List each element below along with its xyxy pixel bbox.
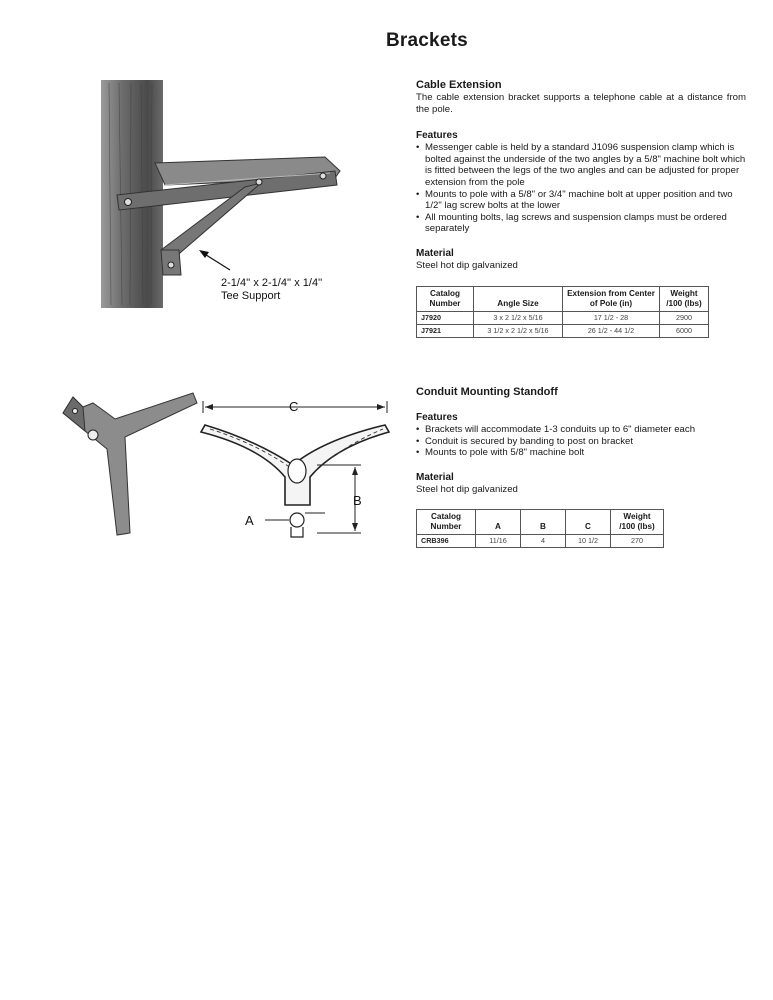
dimension-a-label: A	[245, 513, 254, 528]
table-cell: 17 1/2 - 28	[563, 311, 660, 324]
conduit-standoff-section	[416, 386, 746, 548]
table-cell: J7920	[417, 311, 474, 324]
conduit-standoff-heading: Conduit Mounting Standoff	[416, 386, 558, 398]
table-cell: 26 1/2 - 44 1/2	[563, 324, 660, 337]
cable-extension-heading: Cable Extension	[416, 79, 502, 91]
list-item: • Conduit is secured by banding to post on bracket	[416, 436, 746, 448]
table-header-row	[417, 510, 664, 535]
features-heading: Features	[416, 412, 458, 423]
page-title: Brackets	[386, 30, 468, 51]
cable-extension-spec-table	[416, 286, 709, 338]
conduit-standoff-illustration	[55, 385, 395, 550]
features-list	[416, 424, 746, 459]
conduit-standoff-spec-table	[416, 509, 664, 548]
table-cell: J7921	[417, 324, 474, 337]
table-cell: 2900	[660, 311, 709, 324]
cable-extension-description: The cable extension bracket supports a telephone cable at a distance from the pole.	[416, 92, 746, 115]
material-text: Steel hot dip galvanized	[416, 259, 518, 271]
figure-callout-label: Tee Support	[221, 290, 281, 302]
column-header: Weight /100 (lbs)	[611, 510, 664, 535]
table-cell: 6000	[660, 324, 709, 337]
table-cell: 270	[611, 535, 664, 548]
column-header: Catalog Number	[417, 510, 476, 535]
column-header: B	[521, 510, 566, 535]
dimension-c-label: C	[289, 399, 299, 414]
cable-extension-bracket-illustration	[95, 75, 375, 315]
material-text: Steel hot dip galvanized	[416, 483, 518, 495]
list-item: • Mounts to pole with a 5/8" or 3/4" machine bolt at upper position and two 1/2" lag screw bolts at the lower	[416, 189, 746, 212]
list-item: • Brackets will accommodate 1-3 conduits up to 6" diameter each	[416, 424, 746, 436]
features-heading: Features	[416, 130, 458, 142]
table-cell: 3 1/2 x 2 1/2 x 5/16	[474, 324, 563, 337]
list-item: • Messenger cable is held by a standard J1096 suspension clamp which is bolted against the underside of the two angles by a 5/8" machine bolt which is fitted between the legs of the two angles and can be adjusted for proper extension from the pole	[416, 142, 746, 188]
table-cell: 10 1/2	[566, 535, 611, 548]
column-header: C	[566, 510, 611, 535]
table-row	[417, 311, 709, 324]
table-row	[417, 324, 709, 337]
figure-callout-size: 2-1/4'' x 2-1/4'' x 1/4''	[221, 277, 323, 289]
table-cell: 4	[521, 535, 566, 548]
table-row	[417, 535, 664, 548]
table-header-row	[417, 286, 709, 311]
table-cell: 3 x 2 1/2 x 5/16	[474, 311, 563, 324]
column-header: Angle Size	[474, 286, 563, 311]
column-header: Weight /100 (lbs)	[660, 286, 709, 311]
column-header: Catalog Number	[417, 286, 474, 311]
column-header: A	[476, 510, 521, 535]
features-list	[416, 142, 746, 235]
column-header: Extension from Center of Pole (in)	[563, 286, 660, 311]
dimension-b-label: B	[353, 493, 362, 508]
material-heading: Material	[416, 247, 454, 259]
list-item: • Mounts to pole with 5/8" machine bolt	[416, 447, 746, 459]
list-item: • All mounting bolts, lag screws and suspension clamps must be ordered separately	[416, 212, 746, 235]
material-heading: Material	[416, 471, 454, 483]
table-cell: 11/16	[476, 535, 521, 548]
cable-extension-section	[416, 79, 746, 338]
table-cell: CRB396	[417, 535, 476, 548]
